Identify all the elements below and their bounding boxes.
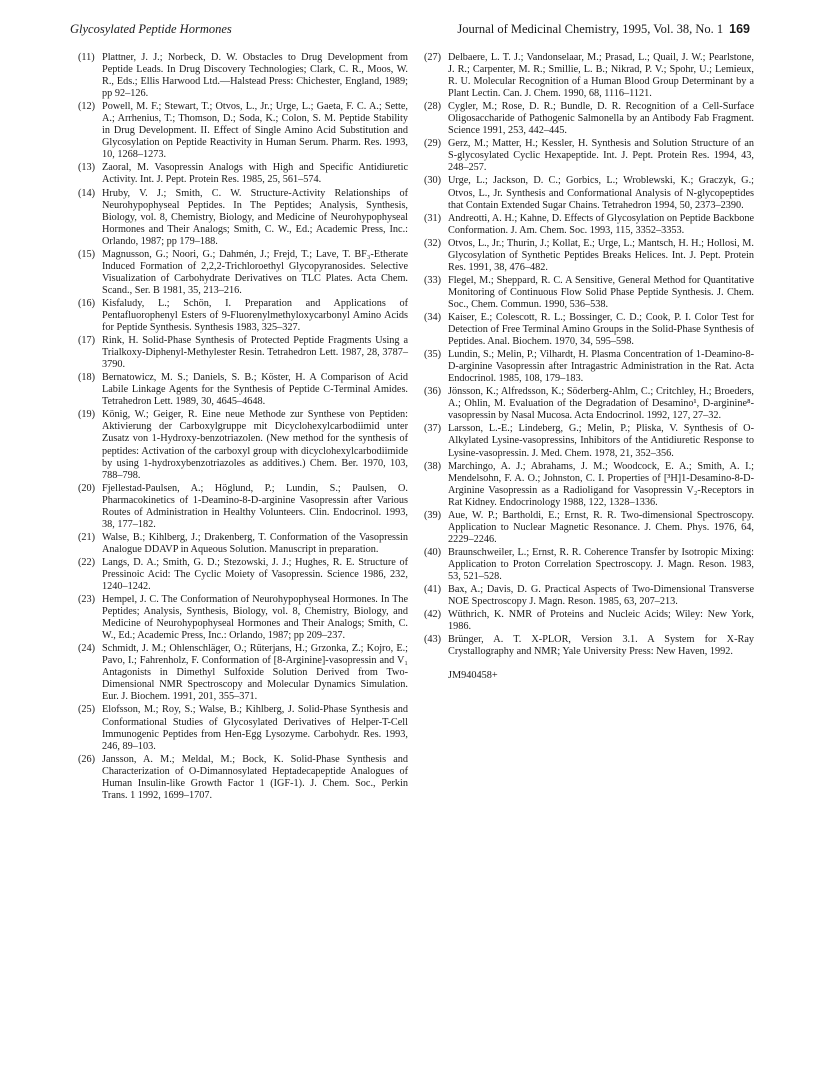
- manuscript-code: JM940458+: [448, 670, 498, 682]
- reference-item: [424, 138, 754, 174]
- reference-text: Bernatowicz, M. S.; Daniels, S. B.; Köster, H. A Comparison of Acid Labile Linkage Agents for the Synthesis of Peptide C-Terminal Amides. Tetrahedron Lett. 1989, 30, 4645–4648.: [102, 372, 408, 408]
- reference-text: Gerz, M.; Matter, H.; Kessler, H. Synthesis and Solution Structure of an S-glycosylated Cyclic Hexapeptide. Int. J. Pept. Protein Res. 1994, 43, 248–257.: [448, 138, 754, 174]
- reference-number: (43): [424, 634, 442, 646]
- reference-item: [78, 372, 408, 408]
- reference-text: Marchingo, A. J.; Abrahams, J. M.; Woodcock, E. A.; Smith, A. I.; Mendelsohn, F. A. O.; Johnston, C. I. Properties of [³H]1-Desamino-8-D-Arginine Vasopressin as a Radioligand for Vasopressin V₂-Receptors in Rat Kidney. Endocrinology 1988, 122, 1328–1336.: [448, 460, 754, 508]
- references-right-column: [424, 52, 754, 682]
- reference-item: [78, 557, 408, 593]
- reference-item: [78, 704, 408, 752]
- reference-text: Lundin, S.; Melin, P.; Vilhardt, H. Plasma Concentration of 1-Deamino-8-D-arginine Vasopressin after Intragastric Administration in the Rat. Acta Endocrinol. 1985, 108, 179–183.: [448, 349, 754, 385]
- reference-item: [424, 213, 754, 237]
- reference-item: [78, 335, 408, 371]
- reference-item: [78, 162, 408, 186]
- reference-text: Andreotti, A. H.; Kahne, D. Effects of Glycosylation on Peptide Backbone Conformation. J. Am. Chem. Soc. 1993, 115, 3352–3353.: [448, 212, 754, 236]
- reference-item: [78, 643, 408, 703]
- reference-number: (32): [424, 237, 442, 249]
- reference-text: Jönsson, K.; Alfredsson, K.; Söderberg-Ahlm, C.; Critchley, H.; Broeders, A.; Ohlin, M. Evaluation of the Degradation of Desamino¹, D-arginine⁸-vasopressin by Nasal Mucosa. Acta Endocrinol. 1992, 127, 27–32.: [448, 386, 754, 422]
- reference-text: Urge, L.; Jackson, D. C.; Gorbics, L.; Wroblewski, K.; Graczyk, G.; Otvos, L., Jr. Synthesis and Conformational Analysis of N-glycopeptides that Contain Extended Sugar Chains. Tetrahedron 1994, 50, 2373–2390.: [448, 175, 754, 211]
- references-left-column: [78, 52, 408, 803]
- reference-text: Elofsson, M.; Roy, S.; Walse, B.; Kihlberg, J. Solid-Phase Synthesis and Conformational Studies of Glycosylated Derivatives of Helper-T-Cell Immunogenic Peptides from Hen-Egg Lysozyme. Carbohydr. Res. 1993, 246, 89–103.: [102, 704, 408, 752]
- reference-number: (22): [78, 556, 96, 568]
- reference-item: [424, 634, 754, 658]
- reference-text: Flegel, M.; Sheppard, R. C. A Sensitive, General Method for Quantitative Monitoring of Continuous Flow Solid Phase Peptide Synthesis. J. Chem. Soc., Chem. Commun. 1990, 536–538.: [448, 274, 754, 310]
- reference-text: Walse, B.; Kihlberg, J.; Drakenberg, T. Conformation of the Vasopressin Analogue DDAVP in Aqueous Solution. Manuscript in preparation.: [102, 531, 408, 555]
- reference-text: König, W.; Geiger, R. Eine neue Methode zur Synthese von Peptiden: Aktivierung der Carboxylgruppe mit Dicyclohexylcarbodiimid unter Zusatz von 1-Hydroxy-benzotriazolen. (New method for the synthesis of peptides: Activation of the carboxyl group with dicyclohexylcarbodiimide by using 1-hydroxybenzotriazoles as additives.) Chem. Ber. 1970, 103, 788–798.: [102, 409, 408, 481]
- reference-item: [78, 52, 408, 100]
- reference-item: [78, 409, 408, 481]
- reference-text: Zaoral, M. Vasopressin Analogs with High and Specific Antidiuretic Activity. Int. J. Pept. Protein Res. 1985, 25, 561–574.: [102, 162, 408, 186]
- reference-number: (40): [424, 546, 442, 558]
- reference-text: Delbaere, L. T. J.; Vandonselaar, M.; Prasad, L.; Quail, J. W.; Pearlstone, J. R.; Carpenter, M. R.; Smillie, L. B.; Nikrad, P. V.; Spohr, U.; Lemieux, R. U. Molecular Recognition of a Human Blood Group Determinant by a Plant Lectin. Can. J. Chem. 1990, 68, 1116–1121.: [448, 52, 754, 100]
- reference-number: (42): [424, 609, 442, 621]
- reference-text: Rink, H. Solid-Phase Synthesis of Protected Peptide Fragments Using a Trialkoxy-Diphenyl-Methylester Resin. Tetrahedron Lett. 1987, 28, 3787–3790.: [102, 335, 408, 371]
- reference-number: (38): [424, 460, 442, 472]
- reference-item: [424, 238, 754, 274]
- reference-number: (29): [424, 138, 442, 150]
- reference-text: Hempel, J. C. The Conformation of Neurohypophyseal Hormones. In The Peptides; Analysis, Synthesis, Biology, vol. 8, Chemistry, Biology, and Medicine of Neurohypophyseal Hormones and Their Analogs; Smith, C. W., Ed.; Academic Press, Inc.: Orlando, 1987; pp 209–237.: [102, 594, 408, 642]
- reference-text: Wüthrich, K. NMR of Proteins and Nucleic Acids; Wiley: New York, 1986.: [448, 609, 754, 633]
- reference-text: Powell, M. F.; Stewart, T.; Otvos, L., Jr.; Urge, L.; Gaeta, F. C. A.; Sette, A.; Arrhenius, T.; Thomson, D.; Soda, K.; Colon, S. M. Peptide Stability in Drug Development. II. Effect of Single Amino Acid Substitution and Glycosylation on Peptide Reactivity in Human Serum. Pharm. Res. 1993, 10, 1268–1273.: [102, 101, 408, 161]
- reference-text: Jansson, A. M.; Meldal, M.; Bock, K. Solid-Phase Synthesis and Characterization of O-Dimannosylated Heptadecapeptide Analogues of Human Insulin-like Growth Factor 1 (IGF-1). J. Chem. Soc., Perkin Trans. 1 1992, 1699–1707.: [102, 753, 408, 801]
- reference-text: Fjellestad-Paulsen, A.; Höglund, P.; Lundin, S.; Paulsen, O. Pharmacokinetics of 1-Deamino-8-D-arginine Vasopressin after Various Routes of Administration in Healthy Volunteers. Clin. Endocrinol. 1993, 38, 177–182.: [102, 482, 408, 530]
- reference-text: Magnusson, G.; Noori, G.; Dahmén, J.; Frejd, T.; Lave, T. BF₃-Etherate Induced Formation of 2,2,2-Trichloroethyl Glycopyranosides. Selective Visualization of Carbohydrate Derivatives on TLC Plates. Acta Chem. Scand., Ser. B 1981, 35, 213–216.: [102, 248, 408, 296]
- reference-number: (14): [78, 187, 96, 199]
- reference-item: [424, 386, 754, 422]
- reference-number: (39): [424, 509, 442, 521]
- reference-text: Cygler, M.; Rose, D. R.; Bundle, D. R. Recognition of a Cell-Surface Oligosaccharide of Pathogenic Salmonella by an Antibody Fab Fragment. Science 1991, 253, 442–445.: [448, 101, 754, 137]
- reference-number: (13): [78, 162, 96, 174]
- running-title: Glycosylated Peptide Hormones: [70, 22, 232, 36]
- reference-number: (26): [78, 753, 96, 765]
- reference-item: [424, 461, 754, 509]
- journal-citation-header: [457, 22, 750, 37]
- reference-number: (21): [78, 531, 96, 543]
- reference-number: (37): [424, 423, 442, 435]
- reference-text: Kaiser, E.; Colescott, R. L.; Bossinger, C. D.; Cook, P. I. Color Test for Detection of Free Terminal Amino Groups in the Solid-Phase Synthesis of Peptides. Anal. Biochem. 1970, 34, 595–598.: [448, 311, 754, 348]
- reference-item: [78, 249, 408, 297]
- reference-text: Langs, D. A.; Smith, G. D.; Stezowski, J. J.; Hughes, R. E. Structure of Pressinoic Acid: The Cyclic Moiety of Vasopressin. Science 1986, 232, 1240–1242.: [102, 556, 408, 593]
- reference-text: Aue, W. P.; Bartholdi, E.; Ernst, R. R. Two-dimensional Spectroscopy. Application to Nuclear Magnetic Resonance. J. Chem. Phys. 1976, 64, 2229–2246.: [448, 509, 754, 545]
- reference-number: (36): [424, 386, 442, 398]
- reference-number: (25): [78, 704, 96, 716]
- reference-item: [424, 175, 754, 211]
- reference-number: (23): [78, 594, 96, 606]
- reference-text: Bax, A.; Davis, D. G. Practical Aspects of Two-Dimensional Transverse NOE Spectroscopy J. Magn. Reson. 1985, 63, 207–213.: [448, 584, 754, 608]
- reference-item: [424, 609, 754, 633]
- reference-item: [78, 754, 408, 802]
- reference-item: [78, 532, 408, 556]
- reference-item: [424, 584, 754, 608]
- running-header: [70, 22, 750, 40]
- reference-text: Plattner, J. J.; Norbeck, D. W. Obstacles to Drug Development from Peptide Leads. In Drug Discovery Technologies; Clark, C. R., Moos, W. R., Eds.; Ellis Harwood Ltd.—Halstead Press: Chichester, England, 1989; pp 92–126.: [102, 52, 408, 100]
- reference-item: [424, 312, 754, 348]
- reference-number: (31): [424, 212, 442, 224]
- reference-text: Brünger, A. T. X-PLOR, Version 3.1. A System for X-Ray Crystallography and NMR; Yale University Press: New Haven, 1992.: [448, 634, 754, 658]
- reference-number: (15): [78, 248, 96, 260]
- reference-text: Otvos, L., Jr.; Thurin, J.; Kollat, E.; Urge, L.; Mantsch, H. H.; Hollosi, M. Glycosylation of Synthetic Peptides Breaks Helices. Int. J. Pept. Protein Res. 1991, 38, 476–482.: [448, 237, 754, 273]
- reference-item: [424, 547, 754, 583]
- reference-item: [424, 349, 754, 385]
- reference-number: (11): [78, 52, 95, 63]
- reference-item: [424, 52, 754, 100]
- reference-number: (24): [78, 643, 96, 655]
- reference-text: Kisfaludy, L.; Schön, I. Preparation and Applications of Pentafluorophenyl Esters of 9-Fluorenylmethyloxycarbonyl Amino Acids for Peptide Synthesis. Synthesis 1983, 325–327.: [102, 297, 408, 334]
- reference-number: (41): [424, 584, 442, 596]
- reference-number: (35): [424, 349, 442, 361]
- reference-number: (17): [78, 335, 96, 347]
- reference-item: [424, 510, 754, 546]
- reference-number: (30): [424, 175, 442, 187]
- journal-citation: Journal of Medicinal Chemistry, 1995, Vol. 38, No. 1: [457, 22, 724, 36]
- reference-item: [78, 101, 408, 161]
- reference-text: Braunschweiler, L.; Ernst, R. R. Coherence Transfer by Isotropic Mixing: Application to Proton Correlation Spectroscopy. J. Magn. Reson. 1983, 53, 521–528.: [448, 546, 754, 582]
- reference-item: [424, 275, 754, 311]
- reference-number: (12): [78, 101, 96, 113]
- reference-item: [424, 101, 754, 137]
- reference-number: (28): [424, 101, 442, 113]
- reference-number: (19): [78, 409, 96, 421]
- reference-number: (34): [424, 311, 442, 323]
- reference-number: (20): [78, 482, 96, 494]
- reference-text: Hruby, V. J.; Smith, C. W. Structure-Activity Relationships of Neurohypophyseal Peptides. In The Peptides; Analysis, Synthesis, Biology, vol. 8, Chemistry, Biology, and Medicine of Neurohypophyseal Hormones and Their Analogs; Smith, C. W., Ed.; Academic Press, Inc.: Orlando, 1987; pp 179–188.: [102, 187, 408, 247]
- reference-item: [424, 423, 754, 459]
- reference-item: [78, 188, 408, 248]
- reference-item: [78, 298, 408, 334]
- reference-text: Schmidt, J. M.; Ohlenschläger, O.; Rüterjans, H.; Grzonka, Z.; Kojro, E.; Pavo, I.; Fahrenholz, F. Conformation of [8-Arginine]-vasopressin and V₁ Antagonists in Dimethyl Sulfoxide Solution Derived from Two-Dimensional NMR Spectroscopy and Molecular Dynamics Simulation. Eur. J. Biochem. 1991, 201, 355–371.: [102, 643, 408, 703]
- page-number: 169: [729, 22, 750, 36]
- reference-item: [78, 594, 408, 642]
- reference-item: [78, 483, 408, 531]
- reference-number: (33): [424, 274, 442, 286]
- reference-number: (16): [78, 297, 96, 309]
- reference-text: Larsson, L.-E.; Lindeberg, G.; Melin, P.; Pliska, V. Synthesis of O-Alkylated Lysine-vasopressins, Inhibitors of the Antidiuretic Response to Lysine-vasopressin. J. Med. Chem. 1978, 21, 352–356.: [448, 423, 754, 459]
- reference-number: (27): [424, 52, 442, 63]
- reference-number: (18): [78, 372, 96, 384]
